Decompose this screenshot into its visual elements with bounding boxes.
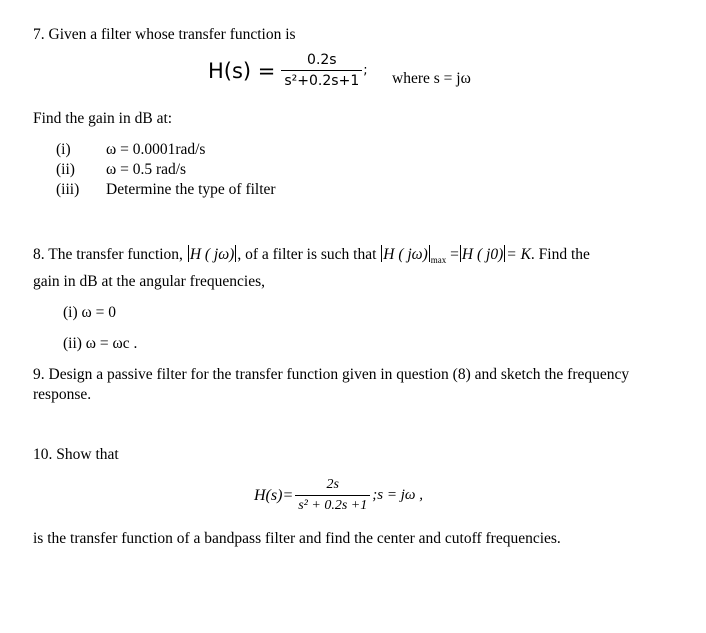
q8-mid: , of a filter is such that: [237, 246, 377, 263]
q8-max-expr: H ( jω): [383, 246, 428, 263]
q7-item-1-label: (i): [56, 141, 71, 158]
q7-item-2-text: ω = 0.5 rad/s: [106, 161, 187, 178]
q9-line-2: response.: [33, 386, 92, 403]
q10-fraction: [295, 477, 370, 514]
q7-item-1-text: ω = 0.0001rad/s: [106, 141, 206, 158]
q10-lhs: H(s)=: [254, 486, 294, 504]
q8-line-2: gain in dB at the angular frequencies,: [33, 273, 265, 290]
q10-equation: [254, 477, 423, 514]
q8-tail: . Find the: [530, 246, 590, 263]
q9-line-1: 9. Design a passive filter for the transfer function given in question (8) and sketch the frequency: [33, 366, 630, 383]
q8-line-1: [33, 245, 590, 265]
q7-item-3-label: (iii): [56, 181, 80, 198]
q7-where: where s = jω: [392, 70, 471, 87]
q7-equation: [208, 52, 368, 89]
q8-eq: =: [450, 246, 459, 263]
q8-item-2: (ii) ω = ωc .: [63, 335, 138, 352]
q10-numerator: 2s: [326, 477, 339, 492]
q7-numerator: 0.2s: [307, 52, 337, 68]
q10-intro: 10. Show that: [33, 446, 119, 463]
q10-denominator: s² + 0.2s +1: [295, 495, 370, 514]
q7-denominator: s²+0.2s+1: [281, 70, 362, 89]
q8-prefix: 8. The transfer function,: [33, 246, 183, 263]
q10-conclusion: is the transfer function of a bandpass filter and find the center and cutoff frequencies.: [33, 530, 561, 547]
q7-fraction: [281, 52, 362, 89]
q7-find: Find the gain in dB at:: [33, 110, 173, 127]
q8-item-1: (i) ω = 0: [63, 304, 116, 321]
q7-item-3-text: Determine the type of filter: [106, 181, 276, 198]
q8-h0: H ( j0): [461, 246, 504, 263]
q7-semicolon: ;: [363, 63, 368, 78]
q8-expr: H ( jω): [189, 246, 235, 263]
q7-item-2-label: (ii): [56, 161, 75, 178]
q10-rhs: ;s = jω ,: [372, 487, 423, 503]
q8-k: = K: [506, 246, 531, 263]
q7-lhs: H(s) =: [208, 58, 276, 83]
q7-intro: 7. Given a filter whose transfer function is: [33, 26, 296, 43]
q8-max-sub: max: [430, 255, 447, 266]
